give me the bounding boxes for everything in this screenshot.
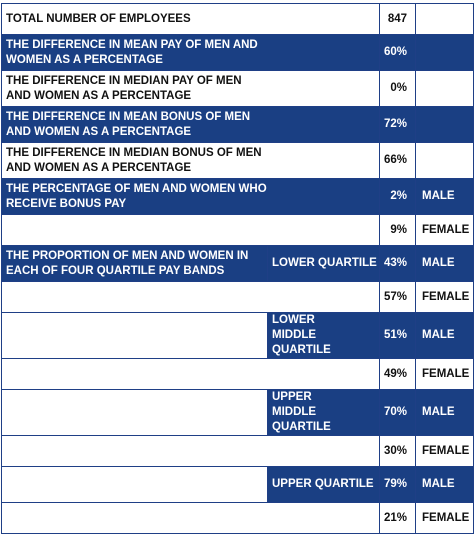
upper-quartile-female-label: FEMALE (416, 503, 474, 534)
upper-middle-quartile-female-value: 30% (380, 436, 416, 467)
median-pay-value: 0% (380, 71, 416, 107)
upper-middle-quartile-female-label: FEMALE (416, 436, 474, 467)
lower-quartile-female-value: 57% (380, 282, 416, 313)
quartile-bands-label: THE PROPORTION OF MEN AND WOMEN IN EACH OF FOUR QUARTILE PAY BANDS (2, 246, 268, 282)
empty-cell (2, 282, 380, 313)
mean-pay-label: THE DIFFERENCE IN MEAN PAY OF MEN AND WOMEN AS A PERCENTAGE (2, 35, 380, 71)
upper-quartile-male-label: MALE (416, 467, 474, 503)
empty-cell (416, 71, 474, 107)
bonus-pay-label: THE PERCENTAGE OF MEN AND WOMEN WHO RECEIVE BONUS PAY (2, 179, 380, 215)
row-bonus-pay-male (2, 179, 474, 215)
lower-middle-quartile-male-label: MALE (416, 313, 474, 359)
empty-cell (2, 215, 380, 246)
row-upper-middle-quartile-male (2, 390, 474, 436)
row-bonus-pay-female (2, 215, 474, 246)
empty-cell (2, 359, 380, 390)
row-lower-quartile-female (2, 282, 474, 313)
row-total-employees (2, 4, 474, 35)
bonus-pay-male-value: 2% (380, 179, 416, 215)
lower-quartile-male-label: MALE (416, 246, 474, 282)
row-lower-middle-quartile-female (2, 359, 474, 390)
empty-cell (2, 467, 268, 503)
lower-middle-quartile-male-value: 51% (380, 313, 416, 359)
bonus-pay-female-value: 9% (380, 215, 416, 246)
upper-quartile-female-value: 21% (380, 503, 416, 534)
median-bonus-value: 66% (380, 143, 416, 179)
total-employees-label: TOTAL NUMBER OF EMPLOYEES (2, 4, 380, 35)
empty-cell (416, 107, 474, 143)
empty-cell (2, 436, 380, 467)
row-mean-pay (2, 35, 474, 71)
lower-quartile-female-label: FEMALE (416, 282, 474, 313)
row-upper-quartile-male (2, 467, 474, 503)
empty-cell (416, 143, 474, 179)
empty-cell (2, 503, 380, 534)
total-employees-value: 847 (380, 4, 416, 35)
lower-quartile-male-value: 43% (380, 246, 416, 282)
bonus-pay-female-label: FEMALE (416, 215, 474, 246)
mean-pay-value: 60% (380, 35, 416, 71)
row-median-bonus (2, 143, 474, 179)
row-median-pay (2, 71, 474, 107)
empty-cell (2, 390, 268, 436)
upper-quartile-name: UPPER QUARTILE (268, 467, 380, 503)
mean-bonus-value: 72% (380, 107, 416, 143)
median-pay-label: THE DIFFERENCE IN MEDIAN PAY OF MEN AND WOMEN AS A PERCENTAGE (2, 71, 380, 107)
empty-cell (2, 313, 268, 359)
empty-cell (416, 4, 474, 35)
lower-middle-quartile-female-value: 49% (380, 359, 416, 390)
row-upper-middle-quartile-female (2, 436, 474, 467)
empty-cell (416, 35, 474, 71)
row-upper-quartile-female (2, 503, 474, 534)
mean-bonus-label: THE DIFFERENCE IN MEAN BONUS OF MEN AND WOMEN AS A PERCENTAGE (2, 107, 380, 143)
lower-middle-quartile-female-label: FEMALE (416, 359, 474, 390)
upper-middle-quartile-male-label: MALE (416, 390, 474, 436)
row-lower-middle-quartile-male (2, 313, 474, 359)
row-lower-quartile-male (2, 246, 474, 282)
upper-quartile-male-value: 79% (380, 467, 416, 503)
bonus-pay-male-label: MALE (416, 179, 474, 215)
upper-middle-quartile-name: UPPER MIDDLE QUARTILE (268, 390, 380, 436)
lower-middle-quartile-name: LOWER MIDDLE QUARTILE (268, 313, 380, 359)
upper-middle-quartile-male-value: 70% (380, 390, 416, 436)
median-bonus-label: THE DIFFERENCE IN MEDIAN BONUS OF MEN AND WOMEN AS A PERCENTAGE (2, 143, 380, 179)
lower-quartile-name: LOWER QUARTILE (268, 246, 380, 282)
gender-pay-gap-table (1, 3, 474, 534)
row-mean-bonus (2, 107, 474, 143)
